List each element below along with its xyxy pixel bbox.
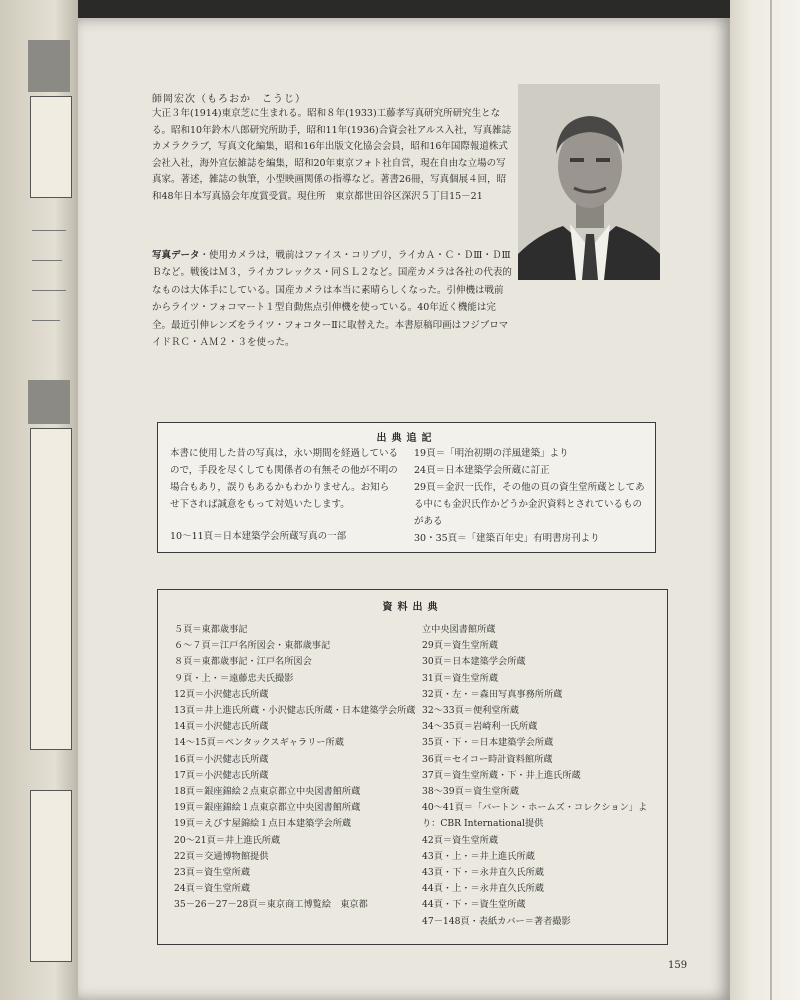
source-item: 43頁・上・＝井上進氏所蔵 — [422, 850, 535, 862]
source-item: 44頁・上・＝永井直久氏所蔵 — [422, 883, 544, 895]
source-item: ５頁＝東都歳事記 — [174, 624, 248, 635]
left-page-box — [30, 428, 72, 750]
left-page-rule — [32, 230, 66, 231]
source-item: 43頁・下・＝永井直久氏所蔵 — [422, 867, 544, 879]
sources-left-list — [174, 622, 416, 914]
source-item: 19頁＝えびす屋錦絵１点日本建築学会所蔵 — [174, 818, 352, 830]
source-item: 24頁＝資生堂所蔵 — [174, 883, 251, 895]
source-item: 19頁＝銀座錦絵１点東京都立中央図書館所蔵 — [174, 802, 361, 814]
source-item: 17頁＝小沢健志氏所蔵 — [174, 769, 269, 781]
source-item: 13頁＝井上進氏所蔵・小沢健志氏所蔵・日本建築学会所蔵 — [174, 705, 416, 717]
source-item: 12頁＝小沢健志氏所蔵 — [174, 688, 269, 700]
source-item: 42頁＝資生堂所蔵 — [422, 834, 499, 846]
source-item: 29頁＝資生堂所蔵 — [422, 640, 499, 652]
addendum-left-item: 10～11頁＝日本建築学会所蔵写真の一部 — [170, 531, 347, 542]
source-item: 35－26－27－28頁＝東京商工博覧絵 東京都 — [174, 899, 368, 911]
addendum-box — [157, 422, 656, 553]
source-item: 47－148頁・表紙カバー＝著者撮影 — [422, 915, 571, 927]
addendum-item: 30・35頁＝「建築百年史」有明書房刊より — [414, 533, 600, 544]
right-page-strip — [770, 0, 772, 1000]
source-item: 34～35頁＝岩崎利一氏所蔵 — [422, 721, 538, 733]
source-item: 16頁＝小沢健志氏所蔵 — [174, 753, 269, 765]
author-name: 師岡宏次（もろおか こうじ） — [152, 94, 306, 105]
left-page-gray-block — [28, 40, 70, 92]
right-page-edge — [730, 0, 800, 1000]
sources-title: 資料出典 — [382, 602, 443, 613]
author-portrait-photo — [518, 84, 660, 280]
source-item: 37頁＝資生堂所蔵・下・井上進氏所蔵 — [422, 769, 581, 781]
left-page-rule — [32, 260, 62, 261]
source-item: 32～33頁＝便利堂所蔵 — [422, 705, 519, 717]
page-number: 159 — [668, 960, 688, 971]
photo-data-paragraph — [152, 247, 512, 351]
source-item: 31頁＝資生堂所蔵 — [422, 672, 499, 684]
source-item: 40～41頁＝「バートン・ホームズ・コレクション」より：CBR International提供 — [422, 802, 648, 830]
addendum-item: 29頁＝金沢一氏作，その他の頁の資生堂所蔵としてある中にも金沢氏作かどうか金沢資料とされているものがある — [414, 482, 645, 527]
source-item: 36頁＝セイコー時計資料館所蔵 — [422, 753, 553, 765]
left-page-gray-block — [28, 380, 70, 424]
source-item: 立中央図書館所蔵 — [422, 624, 496, 635]
source-item: 35頁・下・＝日本建築学会所蔵 — [422, 737, 554, 749]
sources-right-list — [422, 622, 658, 930]
portrait-image — [518, 84, 660, 280]
addendum-item: 24頁＝日本建築学会所蔵に訂正 — [414, 465, 550, 476]
source-item: 22頁＝交通博物館提供 — [174, 850, 269, 862]
source-item: ９頁・上・＝遠藤忠夫氏撮影 — [174, 672, 294, 684]
source-item: ８頁＝東都歳事記・江戸名所図会 — [174, 656, 312, 668]
source-item: 14頁＝小沢健志氏所蔵 — [174, 721, 269, 733]
left-page-rule — [32, 320, 60, 321]
source-item: ６～７頁＝江戸名所図会・東都歳事記 — [174, 640, 331, 652]
photo-data-label: 写真データ — [152, 250, 200, 261]
left-page-edge — [0, 0, 78, 1000]
source-item: 44頁・下・＝資生堂所蔵 — [422, 899, 526, 911]
source-item: 14～15頁＝ペンタックスギャラリー所蔵 — [174, 737, 344, 749]
source-item: 18頁＝銀座錦絵２点東京都立中央図書館所蔵 — [174, 786, 361, 798]
source-item: 30頁＝日本建築学会所蔵 — [422, 656, 526, 668]
addendum-title: 出典追記 — [376, 433, 437, 444]
left-page-box — [30, 790, 72, 962]
left-page-rule — [32, 290, 66, 291]
source-item: 23頁＝資生堂所蔵 — [174, 867, 251, 879]
sources-box — [157, 589, 668, 945]
left-page-box — [30, 96, 72, 198]
addendum-right-items — [414, 445, 646, 547]
photo-data-text: ・使用カメラは，戦前はファイス・コリブリ，ライカＡ・Ｃ・ＤⅢ・ＤⅢＢなど。戦後はＭ３，ライカフレックス・同ＳＬ２など。国産カメラは各社の代表的なものは大体手にしている。国産カメラは本当に素晴らしくなった。引伸機は戦前からライツ・フォコマート１型自動焦点引伸機を使っている。40年近く機能は完全。最近引伸レンズをライツ・フォコターⅡに取替えた。本書原稿印画はフジブロマイドＲＣ・ＡＭ２・３を使った。 — [152, 250, 512, 349]
author-bio: 大正３年(1914)東京芝に生まれる。昭和８年(1933)工藤孝写真研究所研究生となる。昭和10年鈴木八郎研究所助手，昭和11年(1936)合資会社アルス入社，写真雑誌カメラクラブ，写真文化編集，昭和16年出版文化協会会員，昭和16年国際報道株式会社入社，海外宣伝雑誌を編集，昭和20年東京フォト社自営，現在自由な立場の写真家。著述，雑誌の執筆，小型映画関係の指導など。著書26冊，写真個展４回，昭和48年日本写真協会年度賞受賞。現住所 東京都世田谷区深沢５丁目15－21 — [152, 108, 512, 202]
source-item: 32頁・左・＝森田写真事務所所蔵 — [422, 688, 563, 700]
source-item: 38～39頁＝資生堂所蔵 — [422, 786, 519, 798]
addendum-item: 19頁＝「明治初期の洋風建築」より — [414, 448, 569, 459]
addendum-note: 本書に使用した昔の写真は，永い期間を経過しているので，手段を尽くしても関係者の有無その他が不明の場合もあり，誤りもあるかもわかりません。お知らせ下されば誠意をもって対処いたします。 — [170, 448, 399, 510]
source-item: 20～21頁＝井上進氏所蔵 — [174, 834, 281, 846]
